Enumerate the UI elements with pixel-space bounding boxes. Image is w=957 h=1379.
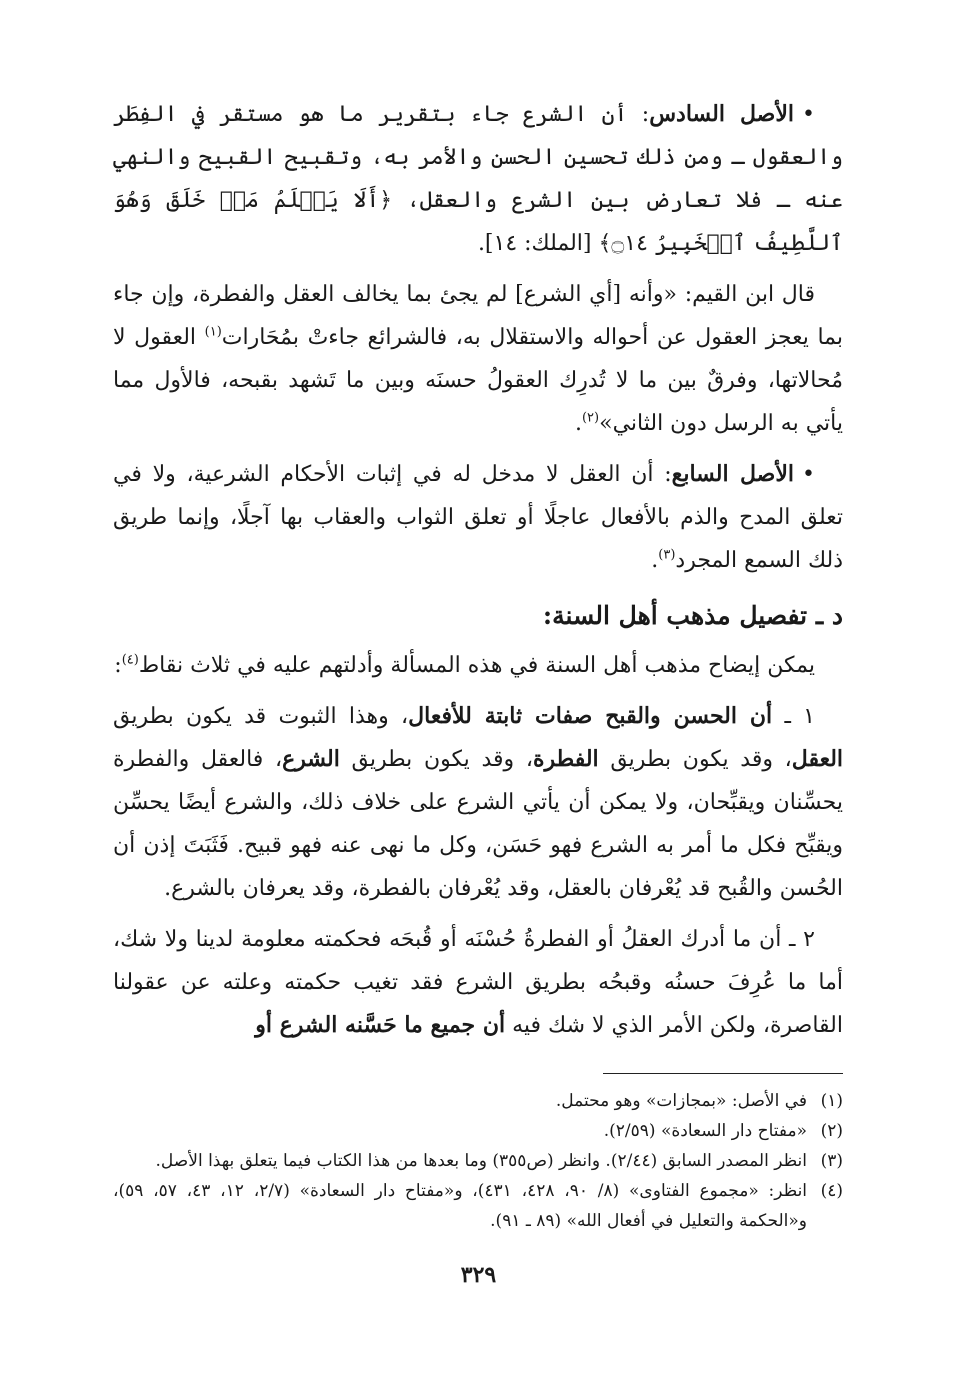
point-two-bold: أن جميع ما حَسَّنه الشرع أو — [255, 1012, 506, 1038]
paragraph-principle-seven — [113, 453, 843, 582]
point-one-bold-1: أن الحسن والقبح صفات ثابتة للأفعال — [408, 703, 773, 729]
footnote-text: في الأصل: «بمجازات» وهو محتمل. — [555, 1091, 807, 1111]
footnote-ref-2: (٢) — [581, 410, 600, 426]
paragraph-point-one — [113, 695, 843, 910]
page-number: ٣٢٩ — [460, 1262, 497, 1288]
footnote-2 — [113, 1116, 843, 1146]
page-body — [113, 93, 843, 1236]
point-one-text-2: ، وقد يكون بطريق — [598, 747, 792, 772]
paragraph-ibn-qayyim-quote — [113, 273, 843, 445]
point-one-text-1: ، وهذا الثبوت قد يكون بطريق — [113, 704, 409, 729]
footnotes — [113, 1086, 843, 1236]
footnote-4 — [113, 1176, 843, 1236]
principle-six-title: الأصل السادس — [649, 101, 795, 127]
paragraph-principle-six — [113, 93, 843, 265]
quote-text-3: . — [574, 411, 582, 436]
quote-text-1: قال ابن القيم: «وأنه [أي الشرع] لم يجئ بما يخالف العقل والفطرة، وإن جاء بما يعجز العقول عن أحواله والاستقلال به، فالشرائع جاءتْ بمُحَارات — [113, 282, 843, 350]
point-one-bold-2: العقل — [791, 746, 844, 772]
principle-seven-text-2: . — [651, 548, 659, 573]
footnote-text: انظر المصدر السابق (٢/٤٤). وانظر (ص٣٥٥) وما بعدها من هذا الكتاب فيما يتعلق بهذا الأصل. — [155, 1151, 807, 1171]
paragraph-intro-points — [113, 644, 843, 687]
footnote-number: (٢) — [820, 1121, 843, 1141]
principle-six-text: : أن الشرع جاء بتقرير ما هو مستقر في الفِطَر والعقول ـ ومن ذلك تحسين الحسن والأمر به، وتقبيح القبيح والنهي عنه ـ فلا تعارض بين الشرع والعقل، ﴿أَلَا يَعۡلَمُ مَنۡ خَلَقَ وَهُوَ ٱللَّطِيفُ ٱلۡخَبِيرُ ۝١٤﴾ [الملك: ١٤]. — [113, 102, 843, 256]
point-one-bold-3: الفطرة — [532, 746, 599, 772]
principle-seven-text-1: : أن العقل لا مدخل له في إثبات الأحكام الشرعية، ولا في تعلق المدح والذم بالأفعال عاجلًا أو تعلق الثواب والعقاب بها آجلًا، وإنما طريق ذلك السمع المجرد — [113, 462, 843, 573]
footnote-text: «مفتاح دار السعادة» (٢/٥٩). — [603, 1121, 807, 1141]
footnote-ref-1: (١) — [204, 324, 222, 340]
point-two-text: أن ما أدرك العقلُ أو الفطرةُ حُسْنَه أو قُبحَه فحكمته معلومة لدينا ولا شك، أما ما عُرِفَ حسنُه وقبحُه بطريق الشرع فقد تغيب حكمته وعلته عن عقولنا القاصرة، ولكن الأمر الذي لا شك فيه — [113, 927, 843, 1038]
footnote-3 — [113, 1146, 843, 1176]
quote-text-2: العقول لا مُحالاتها، وفرقٌ بين ما لا تُدرِك العقولُ حسنَه وبين ما تَشهد بقبحه، فالأول مما يأتي به الرسل دون الثاني» — [113, 325, 843, 436]
point-two-number: ٢ ـ — [781, 927, 815, 952]
section-heading: د ـ تفصيل مذهب أهل السنة: — [542, 601, 843, 630]
footnote-number: (٣) — [820, 1151, 843, 1171]
point-one-text-3: ، وقد يكون بطريق — [339, 747, 533, 772]
footnote-ref-3: (٣) — [658, 547, 676, 563]
paragraph-point-two — [113, 918, 843, 1047]
point-one-text-4: ، فالعقل والفطرة يحسِّنان ويقبِّحان، ولا يمكن أن يأتي الشرع على خلاف ذلك، والشرع أيضًا يحسِّن ويقبِّح فكل ما أمر به الشرع فهو حَسَن، وكل ما نهى عنه فهو قبيح. فَثَبَتَ إذن أن الحُسن والقُبح قد يُعْرفان بالعقل، وقد يُعْرفان بالفطرة، وقد يعرفان بالشرع. — [113, 747, 843, 901]
footnote-number: (٤) — [820, 1181, 843, 1201]
intro-tail: : — [114, 653, 122, 678]
principle-seven-title: الأصل السابع — [671, 461, 795, 487]
point-one-bold-4: الشرع — [282, 746, 340, 772]
footnote-1 — [113, 1086, 843, 1116]
intro-text: يمكن إيضاح مذهب أهل السنة في هذه المسألة وأدلتهم عليه في ثلاث نقاط — [138, 653, 815, 678]
point-one-number: ١ ـ — [772, 704, 815, 729]
footnote-text: انظر: «مجموع الفتاوى» (٨/ ٩٠، ٤٢٨، ٤٣١)، و«مفتاح دار السعادة» (٢/٧، ١٢، ٤٣، ٥٧، ٥٩)، و«الحكمة والتعليل في أفعال الله» (٨٩ ـ ٩١). — [113, 1181, 808, 1231]
footnote-ref-4: (٤) — [121, 652, 139, 668]
footnote-number: (١) — [820, 1091, 843, 1111]
footnote-divider — [603, 1073, 843, 1074]
